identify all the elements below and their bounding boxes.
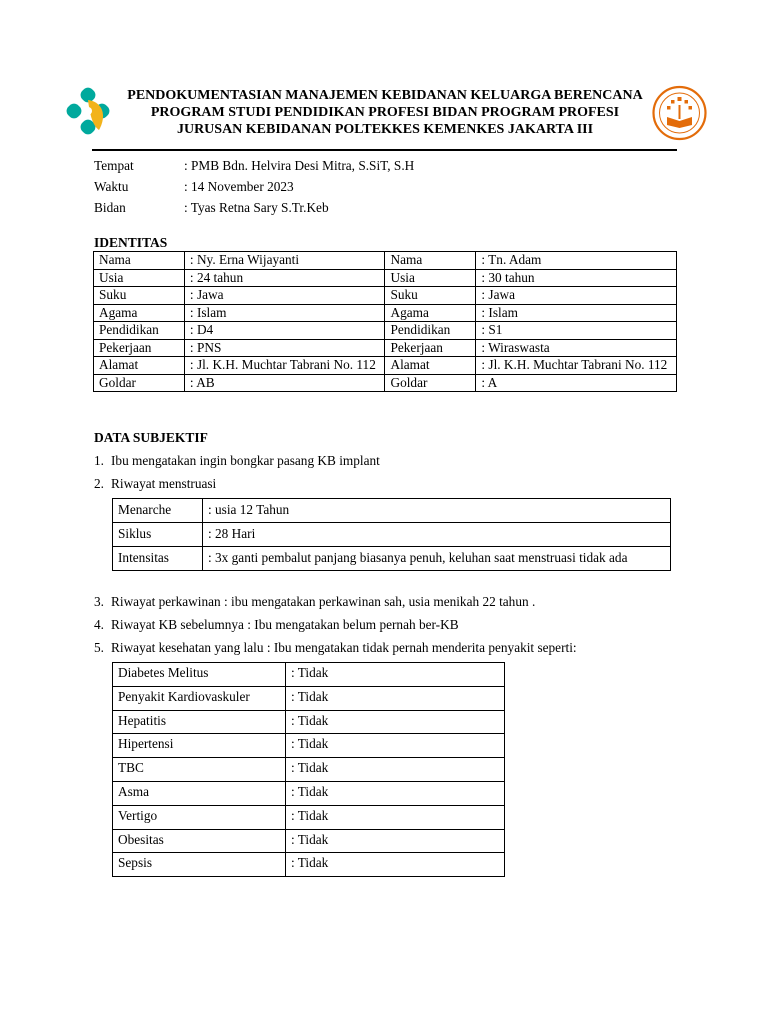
table-cell: Sepsis <box>113 853 286 877</box>
list-number: 5. <box>94 640 104 655</box>
table-cell: Alamat <box>94 357 185 375</box>
table-cell: Agama <box>94 304 185 322</box>
table-row <box>113 734 505 758</box>
table-cell: Pendidikan <box>94 322 185 340</box>
table-cell: Agama <box>385 304 476 322</box>
table-cell: Nama <box>385 252 476 270</box>
table-row <box>94 374 677 392</box>
meta-row-tempat <box>94 155 414 176</box>
riwayat-penyakit-table <box>112 662 505 877</box>
kemenkes-logo-icon <box>63 86 115 140</box>
table-cell: Diabetes Melitus <box>113 663 286 687</box>
table-row <box>113 547 671 571</box>
table-cell: : S1 <box>476 322 677 340</box>
table-cell: Alamat <box>385 357 476 375</box>
list-item <box>94 617 459 633</box>
table-cell: : Tidak <box>286 663 505 687</box>
table-cell: : 24 tahun <box>184 269 385 287</box>
table-row <box>113 781 505 805</box>
document-header <box>110 87 660 138</box>
table-cell: : Jl. K.H. Muchtar Tabrani No. 112 <box>184 357 385 375</box>
list-text: Ibu mengatakan ingin bongkar pasang KB implant <box>111 453 380 468</box>
table-row <box>94 322 677 340</box>
table-cell: : Jawa <box>184 287 385 305</box>
meta-row-bidan <box>94 197 414 218</box>
table-cell: : A <box>476 374 677 392</box>
table-cell: : 30 tahun <box>476 269 677 287</box>
table-cell: Pekerjaan <box>385 339 476 357</box>
table-cell: : Tidak <box>286 781 505 805</box>
table-cell: : Tn. Adam <box>476 252 677 270</box>
table-cell: : 3x ganti pembalut panjang biasanya penuh, keluhan saat menstruasi tidak ada <box>203 547 671 571</box>
list-item <box>94 594 535 610</box>
list-number: 1. <box>94 453 104 468</box>
section-title-identitas: IDENTITAS <box>94 235 168 250</box>
table-cell: : Tidak <box>286 853 505 877</box>
table-cell: : Tidak <box>286 758 505 782</box>
list-text: Riwayat kesehatan yang lalu : Ibu mengatakan tidak pernah menderita penyakit seperti: <box>111 640 577 655</box>
table-cell: Pekerjaan <box>94 339 185 357</box>
table-row <box>113 710 505 734</box>
poltekkes-jakarta-iii-seal-icon <box>652 85 707 141</box>
table-cell: TBC <box>113 758 286 782</box>
table-cell: : Jawa <box>476 287 677 305</box>
table-row <box>94 304 677 322</box>
section-title-data-subjektif: DATA SUBJEKTIF <box>94 430 208 445</box>
table-cell: : Tidak <box>286 686 505 710</box>
table-cell: Goldar <box>385 374 476 392</box>
list-text: Riwayat KB sebelumnya : Ibu mengatakan belum pernah ber-KB <box>111 617 459 632</box>
list-number: 3. <box>94 594 104 609</box>
table-cell: : Tidak <box>286 710 505 734</box>
meta-key: Tempat <box>94 158 134 173</box>
list-text: Riwayat perkawinan : ibu mengatakan perkawinan sah, usia menikah 22 tahun . <box>111 594 536 609</box>
table-cell: Penyakit Kardiovaskuler <box>113 686 286 710</box>
table-cell: Hipertensi <box>113 734 286 758</box>
table-cell: : Islam <box>184 304 385 322</box>
meta-value: : 14 November 2023 <box>184 179 294 194</box>
identitas-table <box>93 251 677 392</box>
list-item <box>94 476 216 492</box>
table-cell: : Tidak <box>286 829 505 853</box>
table-row <box>94 252 677 270</box>
table-row <box>113 853 505 877</box>
table-row <box>113 829 505 853</box>
header-divider <box>92 149 677 151</box>
table-cell: Usia <box>385 269 476 287</box>
table-cell: Siklus <box>113 523 203 547</box>
table-cell: Obesitas <box>113 829 286 853</box>
table-cell: Usia <box>94 269 185 287</box>
table-cell: : Wiraswasta <box>476 339 677 357</box>
table-cell: Pendidikan <box>385 322 476 340</box>
table-cell: : PNS <box>184 339 385 357</box>
table-row <box>113 499 671 523</box>
table-row <box>94 357 677 375</box>
table-row <box>94 339 677 357</box>
table-cell: : D4 <box>184 322 385 340</box>
meta-value: : Tyas Retna Sary S.Tr.Keb <box>184 200 329 215</box>
table-cell: Hepatitis <box>113 710 286 734</box>
table-row <box>113 805 505 829</box>
list-text: Riwayat menstruasi <box>111 476 217 491</box>
list-number: 2. <box>94 476 104 491</box>
table-cell: Suku <box>385 287 476 305</box>
list-item <box>94 453 380 469</box>
table-cell: Intensitas <box>113 547 203 571</box>
table-cell: : Jl. K.H. Muchtar Tabrani No. 112 <box>476 357 677 375</box>
header-line-2: PROGRAM STUDI PENDIDIKAN PROFESI BIDAN PROGRAM PROFESI <box>150 105 620 120</box>
meta-key: Waktu <box>94 179 129 194</box>
meta-value: : PMB Bdn. Helvira Desi Mitra, S.SiT, S.H <box>184 158 415 173</box>
table-cell: : Ny. Erna Wijayanti <box>184 252 385 270</box>
meta-info <box>94 155 414 218</box>
table-cell: : 28 Hari <box>203 523 671 547</box>
table-cell: Menarche <box>113 499 203 523</box>
table-cell: : Tidak <box>286 734 505 758</box>
header-line-3: JURUSAN KEBIDANAN POLTEKKES KEMENKES JAKARTA III <box>176 122 594 137</box>
table-cell: : Islam <box>476 304 677 322</box>
meta-row-waktu <box>94 176 414 197</box>
header-line-1: PENDOKUMENTASIAN MANAJEMEN KEBIDANAN KELUARGA BERENCANA <box>127 88 643 103</box>
list-number: 4. <box>94 617 104 632</box>
table-row <box>94 269 677 287</box>
meta-key: Bidan <box>94 200 126 215</box>
table-row <box>94 287 677 305</box>
table-cell: Goldar <box>94 374 185 392</box>
table-cell: Asma <box>113 781 286 805</box>
table-cell: : Tidak <box>286 805 505 829</box>
table-row <box>113 663 505 687</box>
table-row <box>113 686 505 710</box>
list-item <box>94 640 577 656</box>
table-row <box>113 758 505 782</box>
table-cell: Nama <box>94 252 185 270</box>
table-cell: Suku <box>94 287 185 305</box>
table-cell: : usia 12 Tahun <box>203 499 671 523</box>
table-row <box>113 523 671 547</box>
table-cell: Vertigo <box>113 805 286 829</box>
menstruasi-table <box>112 498 671 571</box>
table-cell: : AB <box>184 374 385 392</box>
